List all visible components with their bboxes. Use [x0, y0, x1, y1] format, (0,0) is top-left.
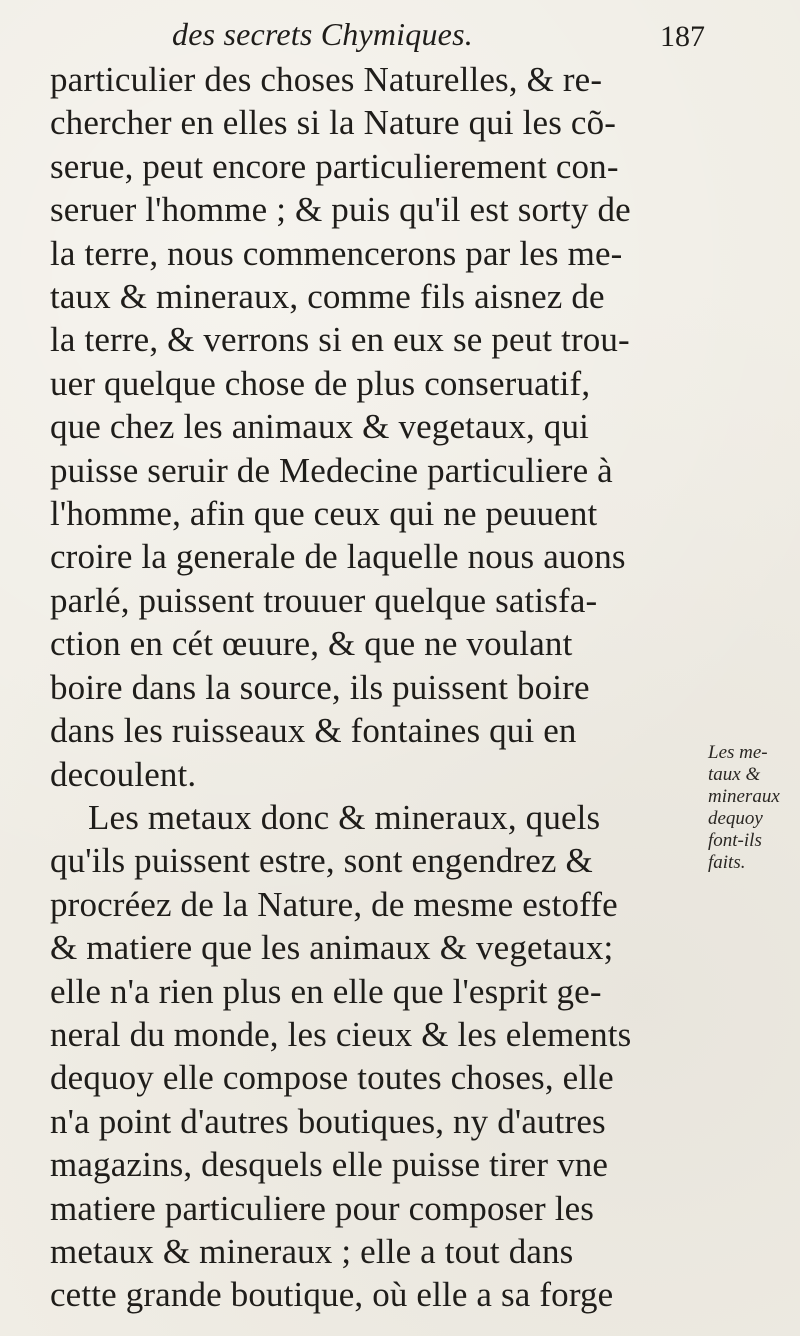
- text-line: parlé, puissent trouuer quelque satisfa-: [50, 580, 598, 620]
- text-line: & matiere que les animaux & vegetaux;: [50, 928, 614, 968]
- page-header: [0, 14, 800, 58]
- marginal-note-line: dequoy: [708, 808, 763, 829]
- marginal-note-line: faits.: [708, 852, 746, 873]
- text-line: dans les ruisseaux & fontaines qui en: [50, 711, 577, 751]
- running-head: des secrets Chymiques.: [172, 16, 473, 52]
- text-line: metaux & mineraux ; elle a tout dans: [50, 1231, 574, 1271]
- text-line: taux & mineraux, comme fils aisnez de: [50, 277, 605, 317]
- marginal-note-line: Les me-: [708, 742, 768, 763]
- text-line: elle n'a rien plus en elle que l'esprit ge-: [50, 971, 602, 1011]
- text-line: serue, peut encore particulierement con-: [50, 146, 619, 186]
- text-line: boire dans la source, ils puissent boire: [50, 667, 590, 707]
- text-line: uer quelque chose de plus conseruatif,: [50, 363, 591, 403]
- page-number: 187: [660, 20, 705, 53]
- text-line: procréez de la Nature, de mesme estoffe: [50, 884, 618, 924]
- text-line: que chez les animaux & vegetaux, qui: [50, 407, 589, 447]
- paragraph-start-line: Les metaux donc & mineraux, quels: [88, 797, 601, 837]
- text-line: neral du monde, les cieux & les elements: [50, 1014, 632, 1054]
- marginal-note-line: font-ils: [708, 830, 762, 851]
- text-line: particulier des choses Naturelles, & re-: [50, 60, 603, 99]
- marginal-note: [708, 742, 796, 874]
- marginal-note-line: mineraux: [708, 786, 780, 807]
- text-line: chercher en elles si la Nature qui les cõ-: [50, 103, 617, 143]
- text-line: matiere particuliere pour composer les: [50, 1188, 595, 1228]
- text-line: l'homme, afin que ceux qui ne peuuent: [50, 494, 598, 534]
- text-line: croire la generale de laquelle nous auons: [50, 537, 626, 577]
- text-line: dequoy elle compose toutes choses, elle: [50, 1058, 614, 1098]
- text-line: ction en cét œuure, & que ne voulant: [50, 624, 573, 664]
- text-line: la terre, nous commencerons par les me-: [50, 233, 623, 273]
- text-line: la terre, & verrons si en eux se peut trou-: [50, 320, 630, 360]
- text-line: seruer l'homme ; & puis qu'il est sorty de: [50, 190, 631, 230]
- body-text: [50, 58, 720, 1317]
- text-line: n'a point d'autres boutiques, ny d'autres: [50, 1101, 606, 1141]
- text-line: qu'ils puissent estre, sont engendrez &: [50, 841, 593, 881]
- text-line: magazins, desquels elle puisse tirer vne: [50, 1145, 609, 1185]
- text-line: decoulent.: [50, 754, 197, 794]
- text-line: puisse seruir de Medecine particuliere à: [50, 450, 613, 490]
- marginal-note-line: taux &: [708, 764, 761, 785]
- text-line: cette grande boutique, où elle a sa forge: [50, 1275, 614, 1315]
